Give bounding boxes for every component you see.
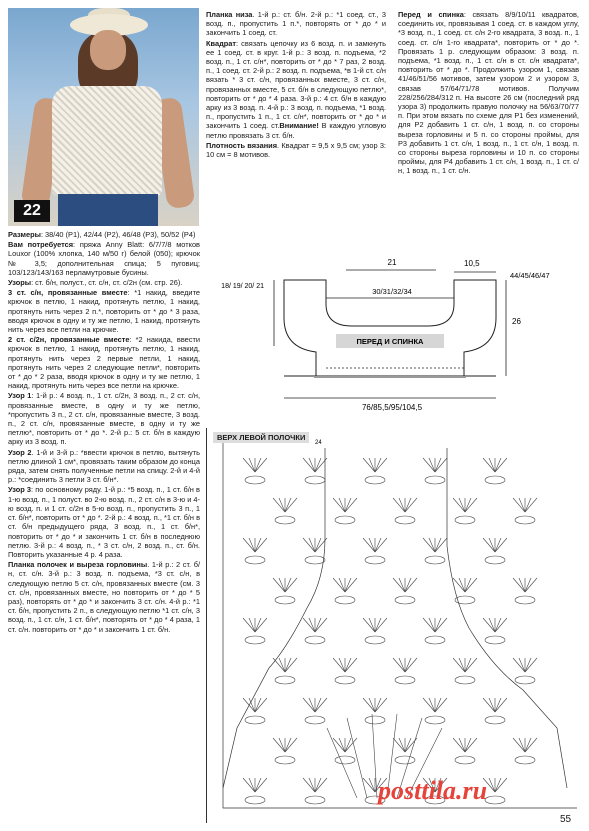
sizes-label: Размеры xyxy=(8,230,41,239)
sizes-text: : 38/40 (Р1), 42/44 (Р2), 46/48 (Р3), 50/52 (Р4) xyxy=(40,230,196,239)
attention-label: Внимание! xyxy=(279,121,319,131)
garment-schematic xyxy=(206,248,582,416)
stitch-3-label: 3 ст. с/н, провязанные вместе xyxy=(8,288,128,298)
crochet-chart xyxy=(206,428,583,823)
chart-symbols xyxy=(207,428,583,823)
model-photo xyxy=(8,8,199,226)
site-watermark: posttila.ru xyxy=(378,776,488,805)
density-text: . Квадрат = 9,5 х 9,5 см; узор 3: 10 см = 8 мотивов. xyxy=(206,140,386,160)
front-back-label: Перед и спинка xyxy=(398,10,464,19)
chart-row-number: 24 xyxy=(315,440,322,446)
page-number: 55 xyxy=(560,814,572,825)
stitch-3-text: : *1 накид, введите крючок в петлю, 1 накид, протянуть петлю, 1 накид, протянуть нить через 2 п.*, повторить от * до * 3 раза, вводя крючок в одну и ту же петлю, 1 накид, протянуть нить через все петли на крючке. xyxy=(8,288,200,335)
pattern-2-text: . 1-й и 3-й р.: *ввести крючок в петлю, вытянуть петлю длиной 1 см*, провязать таким образом до конца ряда, затем снять полученные петли на спицу. 2-й и 4-й р.: *соединить 3 петли 3 ст. б/н*. xyxy=(8,447,201,485)
model-number-badge: 22 xyxy=(14,200,50,222)
dim-neck: 30/31/32/34 xyxy=(372,287,412,296)
materials-text: : пряжа Anny Blatt: 6/7/7/8 мотков Louxor (100% хлопка, 140 м/50 г) белой (050); крючок № 3,5; дополнительная спица; 5 пуговиц; 103/123/143/163 перламутровые бусины. xyxy=(8,240,200,277)
placket-label: Планка полочек и выреза горловины xyxy=(8,560,148,570)
dim-left: 18/ 19/ 20/ 21 xyxy=(221,283,264,290)
instructions-column-1 xyxy=(8,230,200,635)
hem-label: Планка низа xyxy=(206,10,253,19)
instructions-column-3 xyxy=(398,10,579,177)
chart-title: ВЕРХ ЛЕВОЙ ПОЛОЧКИ xyxy=(213,432,309,443)
attention-text: В каждую угловую петлю провязать 3 ст. б/н. xyxy=(206,121,386,140)
schema-title: ПЕРЕД И СПИНКА xyxy=(356,337,424,346)
square-label: Квадрат xyxy=(206,38,237,48)
dim-right-top: 44/45/46/47 xyxy=(510,271,550,280)
dim-shoulder: 10,5 xyxy=(464,259,480,268)
dim-bottom: 76/85,5/95/104,5 xyxy=(361,403,423,412)
stitch-2-label: 2 ст. с/2н, провязанные вместе xyxy=(8,335,130,345)
density-label: Плотность вязания xyxy=(206,140,278,150)
dim-right: 26 xyxy=(512,317,521,326)
patterns-label: Узоры xyxy=(8,278,32,288)
materials-label: Вам потребуется xyxy=(8,240,74,250)
square-text: : связать цепочку из 6 возд. п. и замкнуть ее 1 соед. ст. в круг. 1-й р.: 3 возд. п. подъема, *2 возд. п., 1 ст. с/н*, повторить от * до * 7 раз, 2 возд. п., 1 соед. ст. 2-й р.: 2 возд. п. подъема, *в 1-й ст. с/н вязать * 3 ст. с/н, провязанных вместе, 3 ст. с/н, провязанных вместе, 5 ст. б/н в следующую петлю*, повторить от * до * 4 раза. 3-й р.: 4 ст. б/н в каждую арку из 3 возд. п. 4-й р.: 3 возд. п. подъема, *1 возд. п., пропустить 1 п., 1 ст. с/н*, повторить от * до * и закончить 1 соед. ст. xyxy=(206,38,386,131)
instructions-column-2 xyxy=(206,10,386,160)
dim-top: 21 xyxy=(387,258,397,267)
front-back-text: : связать 8/9/10/11 квадратов, соединить их, провязывая 1 соед. ст. в каждом углу, *3 возд. п., 1 соед. ст. с/н 2-го квадрата, 3 возд. п., 1 соед. ст. с/н 1-го квадрата*, повторить от * до *. Провязать 1 р. следующим образом: 3 возд. п. подъема, *1 возд. п., 1 ст. с/н в ст. с/н квадрата*, повторить от * до *. Продолжить узором 1, связав 41/46/51/56 мотивов, затем узором 2 и узором 3, связав 57/64/71/78 мотивов. Получим 228/256/284/312 п. На высоте 26 см (последний ряд узора 3) продолжить правую полочку на 56/63/70/77 п. При этом вязать по схеме для Р1 без изменений, для Р2 добавить 1 ст. с/н, 1 возд. п. со стороны выреза горловины и 5 п. со стороны проймы, для Р3 добавить 1 ст. с/н, 1 возд. п., 1 ст. с/н, 1 возд. п. со стороны выреза горловины и 10 п. со стороны проймы, для Р4 добавить 1 ст. с/н, 1 возд. п., 1 ст. с/н, 1 возд. п., 1 ст. с/н. xyxy=(398,10,579,176)
hem-text: . 1-й р.: ст. б/н. 2-й р.: *1 соед. ст., 3 возд. п., пропустить 1 п.*, повторять от * до * и закончить 1 соед. ст. xyxy=(206,10,386,38)
pattern-1-label: Узор 1 xyxy=(8,391,32,401)
pattern-3-text: : по основному ряду. 1-й р.: *5 возд. п., 1 ст. б/н в 1-ю возд. п., 1 полуст. во 2-ю возд. п., 2 ст. с/н в 3-ю и 4-ю возд. п. и 1 ст. с/2н в 5-ю возд. п., пропустить 3 п., 1 ст. б/н*, повторить от * до *. 2-й р.: 4 возд. п., *1 ст. б/н в ст. б/н предыдущего ряда, 3 возд. п., 1 ст. б/н*, повторить от * до * и закончить 1 ст. б/н в последнюю петлю. 3-й р.: 4 возд. п., * 3 ст. с/н, 2 возд. п., ст. б/н. Повторить указанные 4 р. 4 раза. xyxy=(8,485,200,559)
pattern-2-label: Узор 2 xyxy=(8,447,32,457)
stitch-2-text: : *2 накида, ввести крючок в петлю, 1 накид, протянуть петлю, 1 накид, протянуть нить через 2 первые петли, 1 накид, протянуть нить через 2 следующие петли*, повторить от * до * 2 раза, вводя крючок в одну и ту же петлю, 1 накид, протянуть нить через все петли на крючке. xyxy=(8,335,200,391)
patterns-text: : ст. б/н, полуст., ст. с/н, ст. с/2н (см. стр. 26). xyxy=(31,278,183,288)
placket-text: . 1-й р.: 2 ст. б/н, ст. с/н. 3-й р.: 3 возд. п. подъема, *3 ст. с/н, в следующую петлю 5 ст. с/н, провязанных вместе (см. 3 ст. с/н, провязанных вместе, но повторить от * до * 5 раз), повторять от * до * и закончить 3 ст. с/н. 4-й р.: *1 ст. б/н, пропустить 2 п., в следующую петлю *1 ст. с/н, 3 возд. п., 1 ст. с/н, 1 ст. б/н*, повторять от * до * 4 раза, 1 ст. с/н. повторить от * до * и закончить 1 ст. б/н. xyxy=(8,560,201,634)
pattern-1-text: : 1-й р.: 4 возд. п., 1 ст. с/2н, 3 возд. п., 2 ст. с/н, провязанные вместе, в одну и ту же петлю, *пропустить 3 п., 2 ст. с/н, провязанные вместе, 3 возд. п., 2 ст. с/н, провязанные вместе, в одну и ту же петлю*, повторить от * до *. 2-й р.: 5 ст. б/н в каждую арку из 3 возд. п. xyxy=(8,391,200,447)
pattern-3-label: Узор 3 xyxy=(8,485,32,495)
